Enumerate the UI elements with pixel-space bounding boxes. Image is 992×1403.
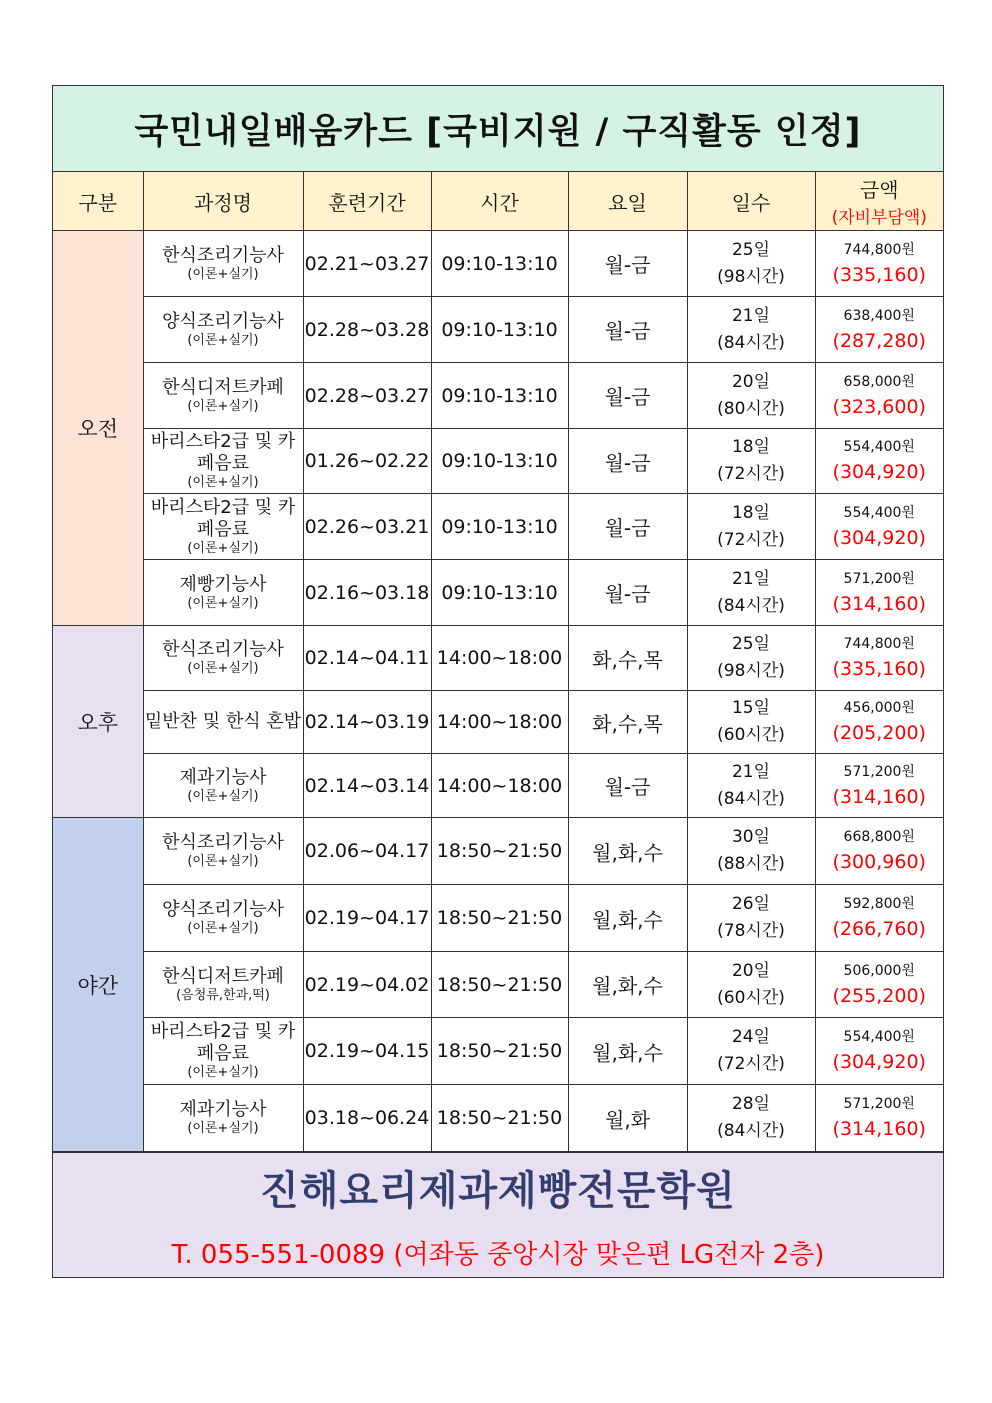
fee-cell [815, 1085, 943, 1152]
class-time: 09:10-13:10 [431, 429, 568, 494]
header-amount-label: 금액 [859, 178, 899, 202]
section-evening: 야간 [53, 818, 143, 1152]
self-pay-amount: (335,160) [832, 658, 926, 680]
training-period: 02.14~03.14 [303, 754, 431, 818]
total-days: 21일 [731, 568, 771, 589]
course-cell [143, 952, 303, 1018]
fee-cell [815, 626, 943, 691]
self-pay-amount: (314,160) [832, 592, 926, 615]
total-hours: (84시간) [717, 332, 785, 353]
header-amount [815, 172, 943, 231]
course-detail: (음청류,한과,떡) [176, 987, 270, 1003]
class-time: 14:00~18:00 [431, 626, 568, 691]
weekday: 월,화,수 [568, 818, 687, 885]
self-pay-amount: (314,160) [832, 1118, 926, 1140]
total-days: 18일 [731, 437, 771, 457]
fee-cell [815, 952, 943, 1018]
course-name: 양식조리기능사 [162, 899, 284, 920]
course-detail: (이론+실기) [187, 398, 259, 414]
class-time: 18:50~21:50 [431, 885, 568, 952]
course-name: 한식디저트카페 [162, 376, 284, 398]
table-row [53, 560, 943, 626]
training-period: 01.26~02.22 [303, 429, 431, 494]
contact-info: T. 055-551-0089 (여좌동 중앙시장 맞은편 LG전자 2층) [171, 1240, 825, 1270]
total-hours: (72시간) [717, 464, 785, 484]
course-cell [143, 1018, 303, 1085]
training-period: 02.26~03.21 [303, 494, 431, 560]
total-hours: (84시간) [717, 788, 785, 809]
tuition-fee: 554,400원 [843, 504, 915, 521]
total-days: 21일 [731, 305, 771, 326]
page-title: 국민내일배움카드 [국비지원 / 구직활동 인정] [53, 86, 943, 172]
header-weekday: 요일 [568, 172, 687, 231]
weekday: 월-금 [568, 429, 687, 494]
course-cell [143, 231, 303, 297]
course-name: 바리스타2급 및 카페음료 [150, 431, 296, 474]
total-days: 26일 [731, 894, 771, 914]
total-days: 15일 [731, 698, 771, 718]
total-days: 24일 [731, 1027, 771, 1047]
days-cell [687, 952, 815, 1018]
class-time: 09:10-13:10 [431, 494, 568, 560]
weekday: 월-금 [568, 560, 687, 626]
course-detail: (이론+실기) [187, 475, 259, 490]
header-period: 훈련기간 [303, 172, 431, 231]
course-detail: (이론+실기) [187, 661, 259, 676]
course-name: 제과기능사 [179, 1099, 267, 1120]
course-name: 한식조리기능사 [162, 244, 284, 266]
training-period: 02.21~03.27 [303, 231, 431, 297]
course-name: 양식조리기능사 [162, 310, 284, 332]
training-period: 02.28~03.27 [303, 363, 431, 429]
self-pay-amount: (335,160) [832, 263, 926, 286]
weekday: 월,화,수 [568, 952, 687, 1018]
fee-cell [815, 231, 943, 297]
course-name: 한식조리기능사 [162, 832, 284, 853]
days-cell [687, 1085, 815, 1152]
total-days: 25일 [731, 634, 771, 654]
total-days: 30일 [731, 827, 771, 847]
tuition-fee: 554,400원 [843, 439, 915, 455]
self-pay-amount: (287,280) [832, 329, 926, 352]
table-row [53, 754, 943, 818]
total-hours: (98시간) [717, 661, 785, 681]
total-days: 21일 [731, 761, 771, 782]
header-days: 일수 [687, 172, 815, 231]
course-cell [143, 818, 303, 885]
self-pay-amount: (205,200) [832, 722, 926, 744]
total-hours: (84시간) [717, 595, 785, 616]
total-hours: (60시간) [717, 725, 785, 745]
table-row [53, 952, 943, 1018]
weekday: 월,화,수 [568, 885, 687, 952]
course-detail: (이론+실기) [187, 921, 259, 936]
days-cell [687, 626, 815, 691]
footer [53, 1152, 943, 1277]
course-detail: (이론+실기) [187, 266, 259, 282]
course-rows [53, 231, 943, 1152]
course-cell [143, 691, 303, 754]
fee-cell [815, 297, 943, 363]
class-time: 14:00~18:00 [431, 691, 568, 754]
weekday: 화,수,목 [568, 691, 687, 754]
self-pay-amount: (304,920) [832, 461, 926, 483]
course-cell [143, 1085, 303, 1152]
table-row [53, 363, 943, 429]
weekday: 월-금 [568, 754, 687, 818]
self-pay-amount: (300,960) [832, 851, 926, 873]
course-detail: (이론+실기) [187, 595, 259, 611]
training-period: 02.28~03.28 [303, 297, 431, 363]
class-time: 09:10-13:10 [431, 297, 568, 363]
training-period: 02.14~03.19 [303, 691, 431, 754]
fee-cell [815, 1018, 943, 1085]
days-cell [687, 691, 815, 754]
days-cell [687, 754, 815, 818]
course-name: 한식조리기능사 [162, 639, 284, 660]
training-period: 02.16~03.18 [303, 560, 431, 626]
days-cell [687, 494, 815, 560]
course-cell [143, 885, 303, 952]
tuition-fee: 571,200원 [843, 1096, 915, 1112]
course-name: 한식디저트카페 [162, 965, 284, 987]
class-time: 18:50~21:50 [431, 1085, 568, 1152]
course-cell [143, 297, 303, 363]
days-cell [687, 1018, 815, 1085]
training-period: 03.18~06.24 [303, 1085, 431, 1152]
days-cell [687, 297, 815, 363]
class-time: 18:50~21:50 [431, 1018, 568, 1085]
self-pay-amount: (304,920) [832, 1051, 926, 1073]
table-row [53, 691, 943, 754]
section-morning: 오전 [53, 231, 143, 626]
header-row [53, 172, 943, 231]
tuition-fee: 554,400원 [843, 1029, 915, 1045]
weekday: 월-금 [568, 363, 687, 429]
tuition-fee: 658,000원 [843, 373, 915, 390]
tuition-fee: 571,200원 [843, 570, 915, 587]
course-cell [143, 494, 303, 560]
academy-name: 진해요리제과제빵전문학원 [260, 1168, 736, 1214]
tuition-fee: 456,000원 [843, 700, 915, 716]
days-cell [687, 429, 815, 494]
training-period: 02.19~04.02 [303, 952, 431, 1018]
fee-cell [815, 818, 943, 885]
weekday: 화,수,목 [568, 626, 687, 691]
table-row [53, 494, 943, 560]
fee-cell [815, 363, 943, 429]
total-hours: (88시간) [717, 854, 785, 874]
schedule-sheet [52, 85, 944, 1278]
course-cell [143, 754, 303, 818]
course-detail: (이론+실기) [187, 854, 259, 869]
course-name: 바리스타2급 및 카페음료 [150, 1021, 296, 1064]
training-period: 02.14~04.11 [303, 626, 431, 691]
table-row [53, 1085, 943, 1152]
course-name: 밑반찬 및 한식 혼밥 [144, 711, 302, 732]
table-row [53, 231, 943, 297]
class-time: 18:50~21:50 [431, 818, 568, 885]
fee-cell [815, 494, 943, 560]
weekday: 월-금 [568, 231, 687, 297]
course-name: 제빵기능사 [179, 573, 267, 595]
class-time: 14:00~18:00 [431, 754, 568, 818]
course-name: 바리스타2급 및 카페음료 [150, 496, 296, 540]
days-cell [687, 560, 815, 626]
class-time: 09:10-13:10 [431, 231, 568, 297]
weekday: 월,화 [568, 1085, 687, 1152]
course-detail: (이론+실기) [187, 1121, 259, 1136]
class-time: 09:10-13:10 [431, 560, 568, 626]
class-time: 09:10-13:10 [431, 363, 568, 429]
total-days: 20일 [731, 960, 771, 981]
training-period: 02.19~04.17 [303, 885, 431, 952]
tuition-fee: 638,400원 [843, 307, 915, 324]
fee-cell [815, 885, 943, 952]
header-course: 과정명 [143, 172, 303, 231]
course-detail: (이론+실기) [187, 540, 259, 556]
training-period: 02.06~04.17 [303, 818, 431, 885]
class-time: 18:50~21:50 [431, 952, 568, 1018]
days-cell [687, 363, 815, 429]
course-cell [143, 626, 303, 691]
fee-cell [815, 429, 943, 494]
days-cell [687, 885, 815, 952]
course-table [53, 172, 943, 1152]
total-hours: (80시간) [717, 398, 785, 419]
table-row [53, 297, 943, 363]
self-pay-amount: (304,920) [832, 526, 926, 549]
tuition-fee: 592,800원 [843, 896, 915, 912]
self-pay-amount: (255,200) [832, 984, 926, 1007]
weekday: 월-금 [568, 494, 687, 560]
total-hours: (60시간) [717, 987, 785, 1008]
tuition-fee: 571,200원 [843, 763, 915, 780]
total-hours: (98시간) [717, 266, 785, 287]
header-amount-note: (자비부담액) [831, 208, 927, 228]
self-pay-amount: (314,160) [832, 785, 926, 808]
total-days: 28일 [731, 1094, 771, 1114]
tuition-fee: 506,000원 [843, 962, 915, 979]
total-hours: (72시간) [717, 1054, 785, 1074]
training-period: 02.19~04.15 [303, 1018, 431, 1085]
table-row [53, 429, 943, 494]
total-hours: (78시간) [717, 921, 785, 941]
total-hours: (72시간) [717, 529, 785, 550]
course-detail: (이론+실기) [187, 1065, 259, 1080]
course-detail: (이론+실기) [187, 788, 259, 804]
tuition-fee: 744,800원 [843, 241, 915, 258]
table-row [53, 818, 943, 885]
tuition-fee: 744,800원 [843, 636, 915, 652]
table-row [53, 626, 943, 691]
course-cell [143, 560, 303, 626]
course-cell [143, 363, 303, 429]
header-time: 시간 [431, 172, 568, 231]
table-row [53, 885, 943, 952]
total-days: 20일 [731, 371, 771, 392]
course-name: 제과기능사 [179, 766, 267, 788]
weekday: 월,화,수 [568, 1018, 687, 1085]
course-detail: (이론+실기) [187, 332, 259, 348]
self-pay-amount: (323,600) [832, 395, 926, 418]
total-hours: (84시간) [717, 1121, 785, 1141]
total-days: 18일 [731, 502, 771, 523]
table-row [53, 1018, 943, 1085]
fee-cell [815, 560, 943, 626]
weekday: 월-금 [568, 297, 687, 363]
total-days: 25일 [731, 239, 771, 260]
fee-cell [815, 754, 943, 818]
days-cell [687, 818, 815, 885]
days-cell [687, 231, 815, 297]
header-section: 구분 [53, 172, 143, 231]
course-cell [143, 429, 303, 494]
fee-cell [815, 691, 943, 754]
self-pay-amount: (266,760) [832, 918, 926, 940]
tuition-fee: 668,800원 [843, 829, 915, 845]
section-afternoon: 오후 [53, 626, 143, 818]
